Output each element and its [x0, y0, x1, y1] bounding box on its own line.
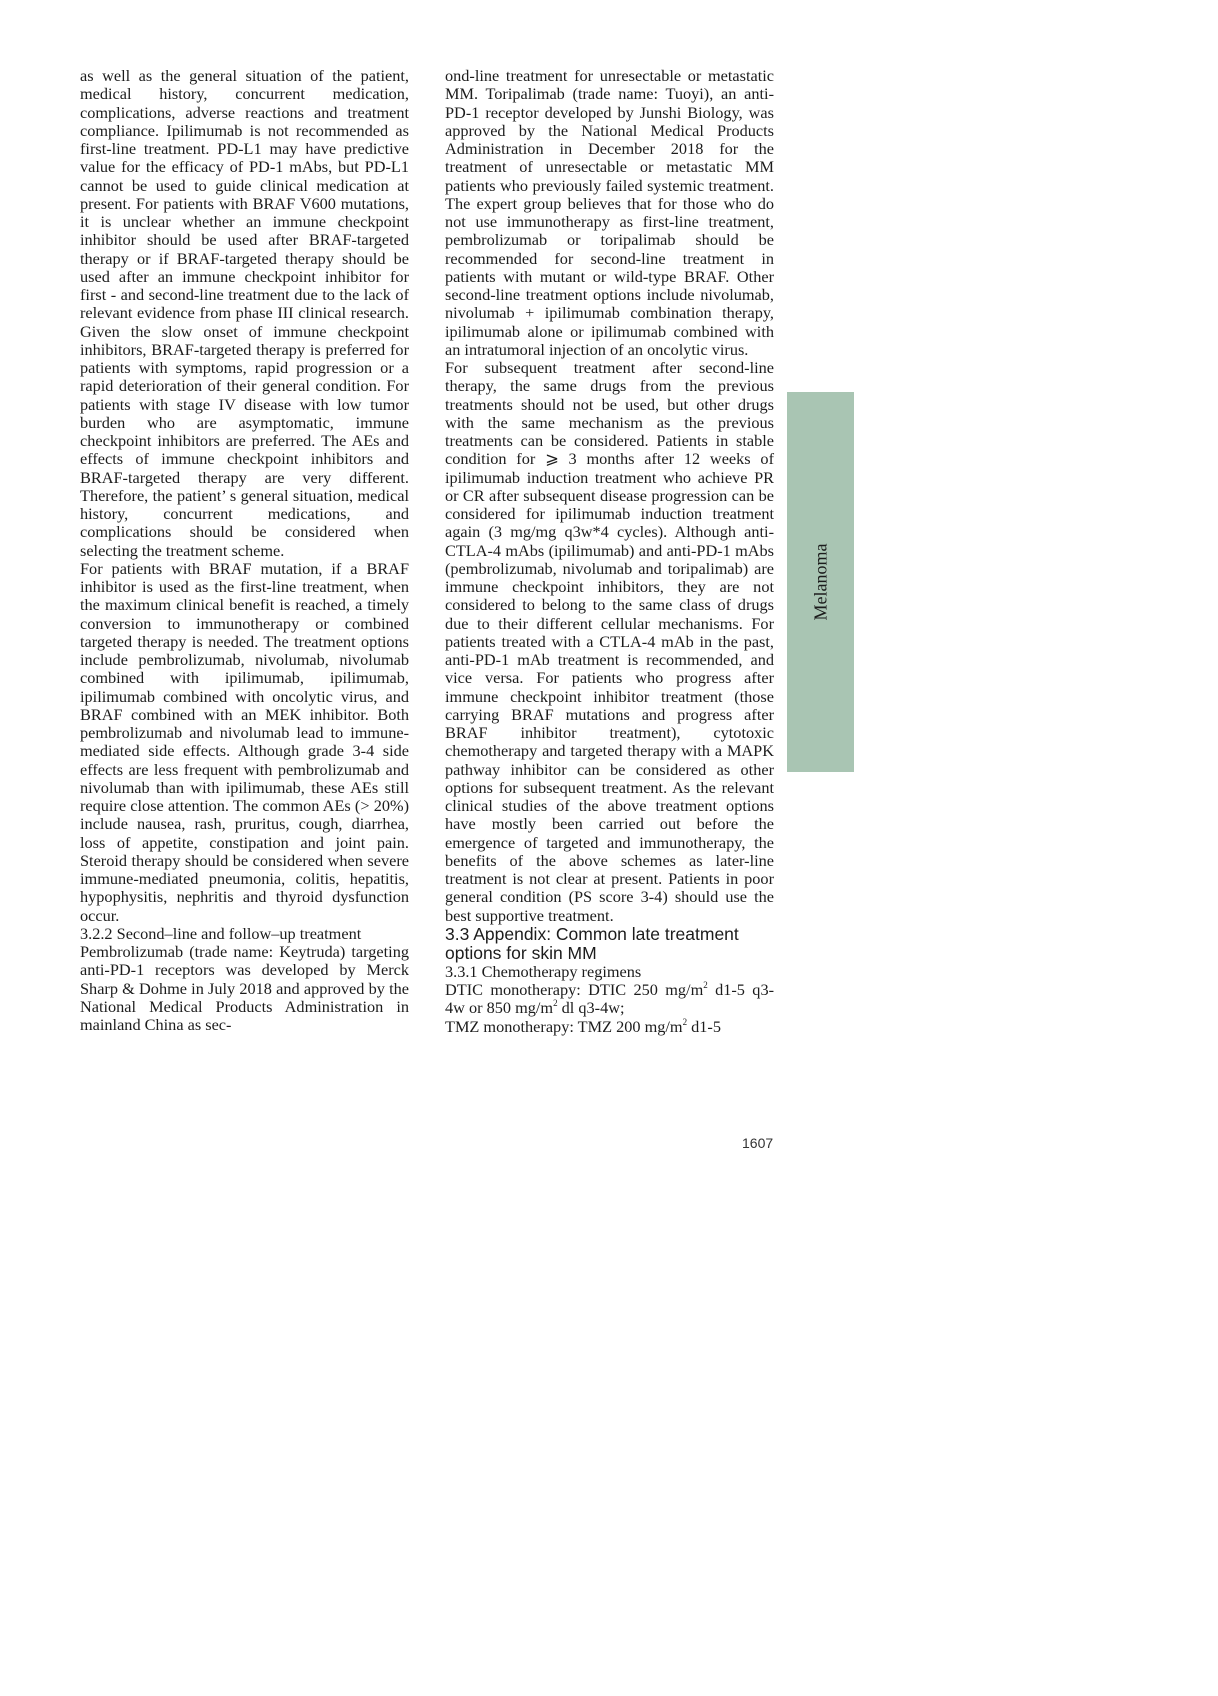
body-paragraph: Pembrolizumab (trade name: Keytruda) targeting anti-PD-1 receptors was developed by Merck Sharp & Dohme in July 2018 and approved by the National Medical Products Administration in mainland China as sec- — [80, 942, 409, 1034]
right-column — [445, 67, 774, 1036]
section-side-tab — [787, 392, 854, 772]
body-paragraph: as well as the general situation of the patient, medical history, concurrent medication, complications, adverse reactions and treatment compliance. Ipilimumab is not recommended as first-line treatment. PD-L1 may have predictive value for the efficacy of PD-1 mAbs, but PD-L1 cannot be used to guide clinical medication at present. For patients with BRAF V600 mutations, it is unclear whether an immune checkpoint inhibitor should be used after BRAF-targeted therapy or if BRAF-targeted therapy should be used after an immune checkpoint inhibitor for first - and second-line treatment due to the lack of relevant evidence from phase III clinical research. Given the slow onset of immune checkpoint inhibitors, BRAF-targeted therapy is preferred for patients with symptoms, rapid progression or a rapid deterioration of their general condition. For patients with stage IV disease with low tumor burden who are asymptomatic, immune checkpoint inhibitors are preferred. The AEs and effects of immune checkpoint inhibitors and BRAF-targeted therapy are very different. Therefore, the patient’ s general situation, medical history, concurrent medications, and complications should be considered when selecting the treatment scheme. — [80, 66, 409, 560]
left-column — [80, 67, 409, 1034]
body-paragraph: ond-line treatment for unresectable or metastatic MM. Toripalimab (trade name: Tuoyi), an anti-PD-1 receptor developed by Junshi Biology, was approved by the National Medical Products Administration in December 2018 for the treatment of unresectable or metastatic MM patients who previously failed systemic treatment. The expert group believes that for those who do not use immunotherapy as first-line treatment, pembrolizumab or toripalimab should be recommended for second-line treatment in patients with mutant or wild-type BRAF. Other second-line treatment options include nivolumab, nivolumab + ipilimumab combination therapy, ipilimumab alone or ipilimumab combined with an intratumoral injection of an oncolytic virus. — [445, 66, 774, 359]
regimen-text: TMZ monotherapy: TMZ 200 mg/m — [445, 1016, 683, 1036]
regimen-text: dl q3-4w; — [557, 998, 625, 1018]
regimen-text: d1-5 — [687, 1016, 721, 1036]
section-heading-3-3: 3.3 Appendix: Common late treatment options for skin MM — [445, 923, 739, 963]
regimen-text: d1-5 q3-4w or 850 mg/m — [445, 980, 775, 1018]
page-number: 1607 — [742, 1135, 774, 1151]
regimen-text: DTIC monotherapy: DTIC 250 mg/m — [445, 980, 704, 999]
regimen-tmz — [445, 1018, 774, 1036]
superscript: 2 — [703, 980, 708, 990]
section-heading-3-3-1: 3.3.1 Chemotherapy regimens — [445, 961, 642, 981]
superscript: 2 — [682, 1016, 688, 1027]
body-paragraph: For patients with BRAF mutation, if a BRAF inhibitor is used as the first-line treatment, when the maximum clinical benefit is reached, a timely conversion to immunotherapy or combined targeted therapy is needed. The treatment options include pembrolizumab, nivolumab, nivolumab combined with ipilimumab, ipilimumab, ipilimumab combined with oncolytic virus, and BRAF combined with an MEK inhibitor. Both pembrolizumab and nivolumab lead to immune-mediated side effects. Although grade 3-4 side effects are less frequent with pembrolizumab and nivolumab than with ipilimumab, these AEs still require close attention. The common AEs (> 20%) include nausea, rash, pruritus, cough, diarrhea, loss of appetite, constipation and joint pain. Steroid therapy should be considered when severe immune-mediated pneumonia, colitis, hepatitis, hypophysitis, nephritis and thyroid dysfunction occur. — [80, 558, 409, 925]
regimen-dtic — [445, 981, 774, 1018]
body-paragraph: For subsequent treatment after second-line therapy, the same drugs from the previous treatments should not be used, but other drugs with the same mechanism as the previous treatments can be considered. Patients in stable condition for ⩾ 3 months after 12 weeks of ipilimumab induction treatment who achieve PR or CR after subsequent disease progression can be considered for ipilimumab induction treatment again (3 mg/mg q3w*4 cycles). Although anti-CTLA-4 mAbs (ipilimumab) and anti-PD-1 mAbs (pembrolizumab, nivolumab and toripalimab) are immune checkpoint inhibitors, they are not considered to belong to the same class of drugs due to their different cellular mechanisms. For patients treated with a CTLA-4 mAb in the past, anti-PD-1 mAb treatment is recommended, and vice versa. For patients who progress after immune checkpoint inhibitor treatment (those carrying BRAF mutations and progress after BRAF inhibitor treatment), cytotoxic chemotherapy and targeted therapy with a MAPK pathway inhibitor can be considered as other options for subsequent treatment. As the relevant clinical studies of the above treatment options have mostly been carried out before the emergence of targeted and immunotherapy, the benefits of the above schemes as later-line treatment is not clear at present. Patients in poor general condition (PS score 3-4) should use the best supportive treatment. — [445, 358, 774, 925]
superscript: 2 — [553, 998, 558, 1009]
side-tab-label: Melanoma — [810, 543, 830, 621]
section-heading-3-2-2: 3.2.2 Second–line and follow–up treatment — [80, 923, 362, 943]
